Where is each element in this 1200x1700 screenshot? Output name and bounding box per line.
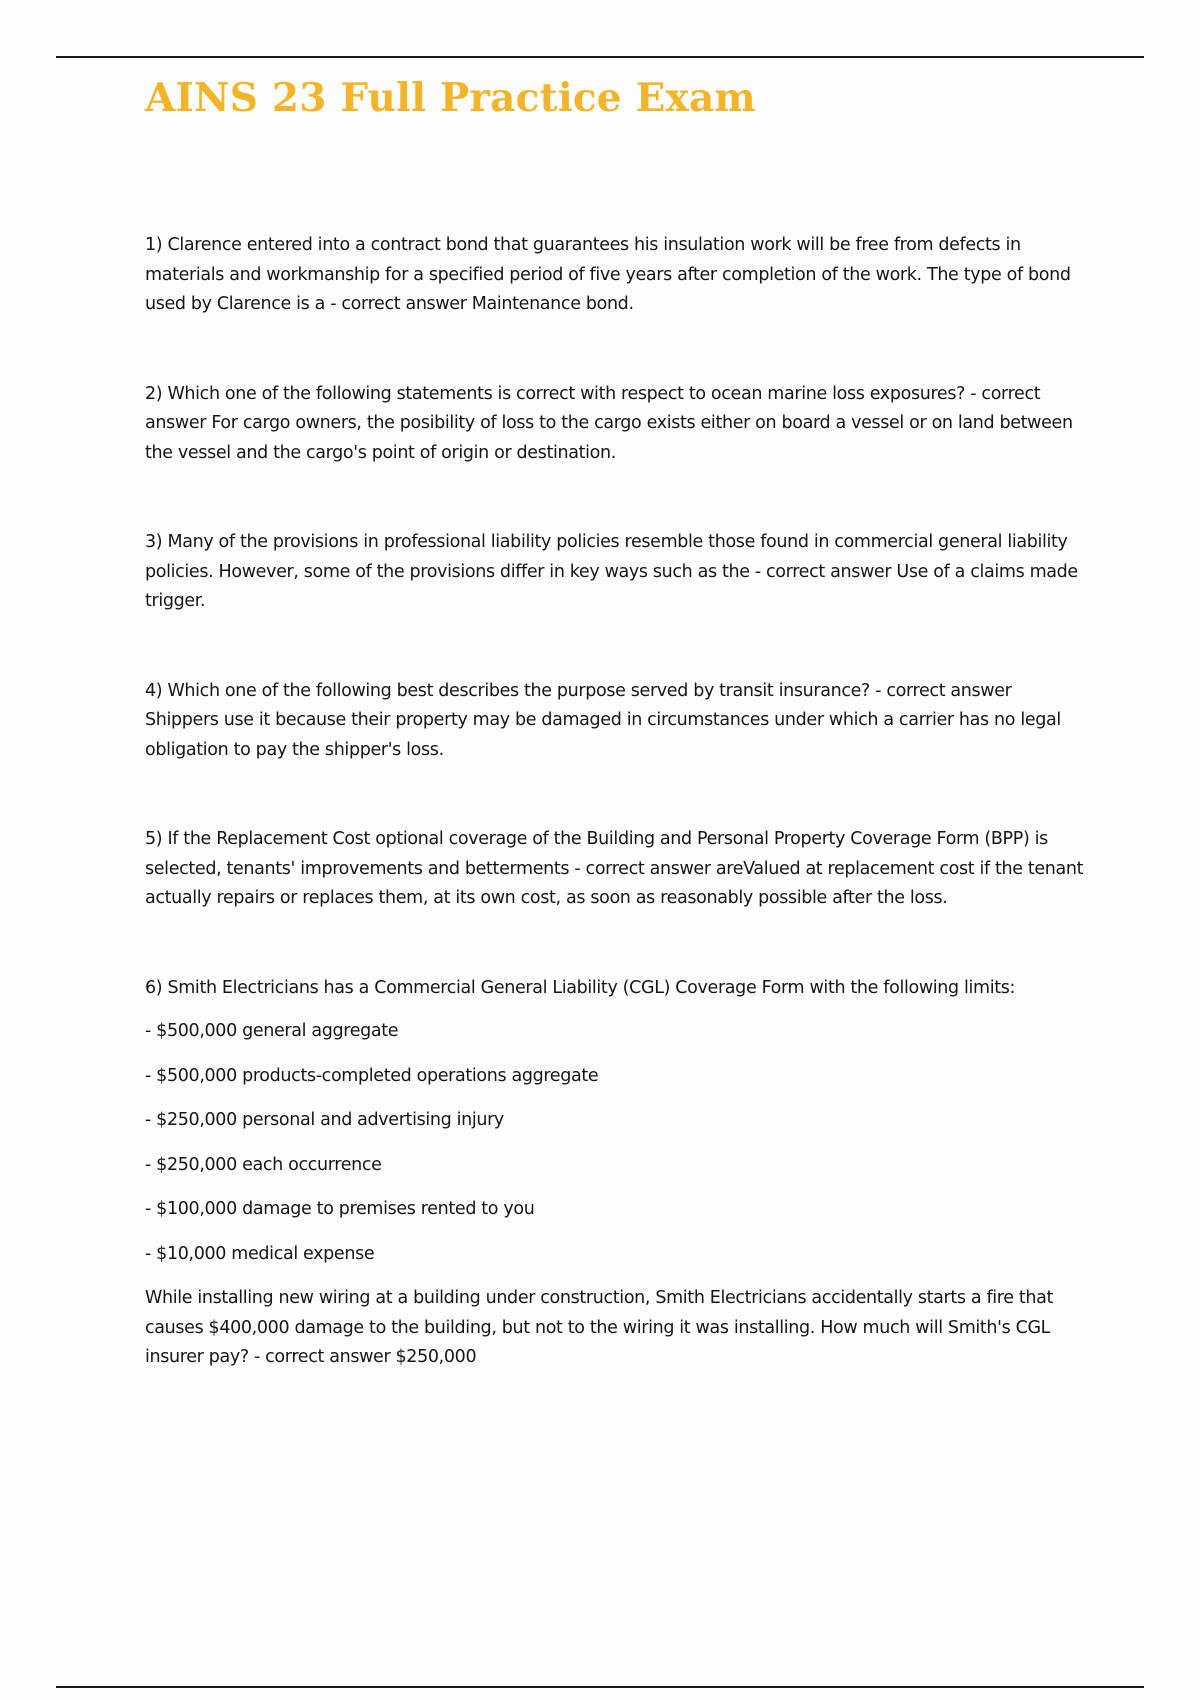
coverage-limits-list (145, 1017, 1085, 1269)
coverage-limit-item: - $500,000 general aggregate (145, 1021, 399, 1041)
coverage-limit-item: - $500,000 products-completed operations aggregate (145, 1065, 599, 1086)
document-title: AINS 23 Full Practice Exam (145, 75, 756, 121)
question-6-scenario: While installing new wiring at a building under construction, Smith Electricians accidentally starts a fire that causes $400,000 damage to the building, but not to the wiring it was installing. How much will Smith's CGL insurer pay? - correct answer $250,000 (145, 1288, 1054, 1367)
coverage-limit-item: - $10,000 medical expense (145, 1243, 375, 1264)
header-rule (56, 56, 1144, 58)
coverage-limit-item: - $250,000 personal and advertising injury (145, 1110, 504, 1130)
footer-rule (56, 1686, 1144, 1688)
question-5: 5) If the Replacement Cost optional coverage of the Building and Personal Property Coverage Form (BPP) is selected, tenants' improvements and betterments - correct answer areValued at replacement cost if the tenant actually repairs or replaces them, at its own cost, as soon as reasonably possible after the loss. (145, 829, 1084, 908)
question-2: 2) Which one of the following statements is correct with respect to ocean marine loss exposures? - correct answer For cargo owners, the posibility of loss to the cargo exists either on board a vessel or on land between the vessel and the cargo's point of origin or destination. (145, 383, 1073, 463)
coverage-limit-item: - $250,000 each occurrence (145, 1154, 382, 1175)
questions-body (145, 231, 1085, 1373)
question-1: 1) Clarence entered into a contract bond that guarantees his insulation work will be free from defects in materials and workmanship for a specified period of five years after completion of the work. The type of bond used by Clarence is a - correct answer Maintenance bond. (145, 235, 1071, 314)
question-4: 4) Which one of the following best describes the purpose served by transit insurance? - correct answer Shippers use it because their property may be damaged in circumstances under which a carrier has no legal obligation to pay the shipper's loss. (145, 680, 1061, 760)
coverage-limit-item: - $100,000 damage to premises rented to you (145, 1199, 535, 1219)
question-6 (145, 974, 1085, 1373)
question-3: 3) Many of the provisions in professional liability policies resemble those found in commercial general liability policies. However, some of the provisions differ in key ways such as the - correct answer Use of a claims made trigger. (145, 532, 1078, 611)
question-6-intro: 6) Smith Electricians has a Commercial General Liability (CGL) Coverage Form with the following limits: (145, 977, 1016, 998)
